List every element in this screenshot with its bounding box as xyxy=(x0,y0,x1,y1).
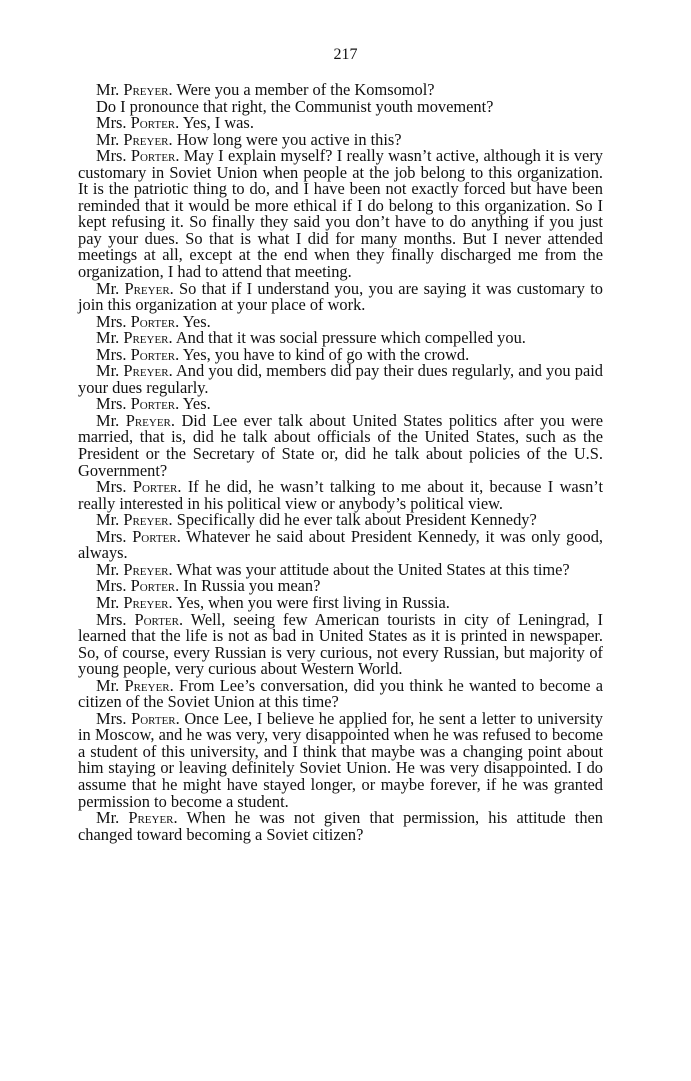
speaker-surname: Preyer. xyxy=(124,675,174,695)
speaker-surname: Porter. xyxy=(130,113,180,133)
paragraph-text: What was your attitude about the United States at this time? xyxy=(172,559,570,579)
speaker-title: Mrs. xyxy=(96,113,127,133)
speaker-surname: Porter. xyxy=(130,344,180,364)
speaker-title: Mrs. xyxy=(96,609,127,629)
speaker-title: Mr. xyxy=(96,410,120,430)
speaker-surname: Preyer. xyxy=(125,410,175,430)
speaker-surname: Porter. xyxy=(132,477,182,497)
paragraph-text: Yes. xyxy=(179,311,211,331)
speaker-surname: Preyer. xyxy=(123,559,173,579)
speaker-title: Mr. xyxy=(96,592,120,612)
speaker-surname: Preyer. xyxy=(123,328,173,348)
page-number: 217 xyxy=(333,46,358,63)
transcript-paragraph xyxy=(78,609,603,679)
speaker-title: Mr. xyxy=(96,361,120,381)
paragraph-text: May I explain myself? I really wasn’t active, although it is very customary in Soviet Union when people at the job belong to this organization. It is the patriotic thing to do, and I have been not exactly forced but have been reminded that it would be more ethical if I do belong to this organization. So I kept refusing it. So finally they said you don’t have to do anything if you just pay your dues. So that is what I did for many months. But I never attended meetings at all, except at the end when they finally discharged me from the organization, I had to attend that meeting. xyxy=(78,146,603,282)
paragraph-text: In Russia you mean? xyxy=(179,576,321,596)
transcript-body xyxy=(78,82,603,843)
speaker-title: Mrs. xyxy=(96,311,127,331)
speaker-title: Mrs. xyxy=(96,708,127,728)
speaker-title: Mr. xyxy=(96,80,120,99)
speaker-surname: Porter. xyxy=(131,708,180,728)
paragraph-text: If he did, he wasn’t talking to me about it, because I wasn’t really interested in his political view or anybody’s political view. xyxy=(78,477,603,513)
speaker-title: Mr. xyxy=(96,129,120,149)
speaker-title: Mr. xyxy=(96,675,120,695)
paragraph-text: And that it was social pressure which compelled you. xyxy=(172,328,526,348)
paragraph-text: Specifically did he ever talk about President Kennedy? xyxy=(172,510,537,530)
speaker-surname: Preyer. xyxy=(123,129,173,149)
paragraph-text: Do I pronounce that right, the Communist youth movement? xyxy=(96,96,494,116)
speaker-surname: Porter. xyxy=(130,146,180,166)
paragraph-text: Once Lee, I believe he applied for, he sent a letter to university in Moscow, and he was very, very disappointed when he was refused to become a student of this university, and I think that maybe was a changing point about him staying or leaving definitely Soviet Union. He was very disappointed. I do assume that he might have stayed longer, or maybe forever, if he was granted permission to become a student. xyxy=(78,708,603,811)
speaker-title: Mrs. xyxy=(96,477,127,497)
transcript-paragraph xyxy=(78,278,603,315)
paragraph-text: Were you a member of the Komsomol? xyxy=(172,80,435,99)
paragraph-text: Did Lee ever talk about United States politics after you were married, that is, did he talk about officials of the United States, such as the President or the Secretary of State or, did he talk about policies of the U.S. Government? xyxy=(78,410,603,480)
transcript-paragraph xyxy=(78,708,603,811)
paragraph-text: How long were you active in this? xyxy=(172,129,402,149)
speaker-title: Mr. xyxy=(96,278,120,298)
speaker-surname: Porter. xyxy=(130,576,180,596)
paragraph-text: So that if I understand you, you are saying it was customary to join this organization at your place of work. xyxy=(78,278,603,315)
paragraph-text: Well, seeing few American tourists in city of Leningrad, I learned that the life is not as bad in United States as it is printed in newspaper. So, of course, every Russian is very curious, not every Russian, but majority of young people, very curious about Western World. xyxy=(78,609,603,679)
transcript-paragraph xyxy=(78,810,603,843)
paragraph-text: Yes, you have to kind of go with the crowd. xyxy=(179,344,470,364)
speaker-surname: Preyer. xyxy=(123,361,173,381)
transcript-paragraph xyxy=(78,363,603,396)
speaker-surname: Porter. xyxy=(130,394,180,414)
transcript-paragraph xyxy=(78,479,603,512)
speaker-surname: Preyer. xyxy=(128,808,178,828)
speaker-title: Mrs. xyxy=(96,526,127,546)
paragraph-text: Yes. xyxy=(179,394,211,414)
speaker-surname: Porter. xyxy=(130,311,180,331)
speaker-title: Mrs. xyxy=(96,394,127,414)
transcript-paragraph xyxy=(78,526,603,563)
speaker-surname: Preyer. xyxy=(124,278,174,298)
transcript-paragraph xyxy=(78,410,603,480)
speaker-surname: Porter. xyxy=(132,526,181,546)
paragraph-text: Whatever he said about President Kennedy, it was only good, always. xyxy=(78,526,603,563)
speaker-surname: Preyer. xyxy=(123,592,173,612)
speaker-title: Mr. xyxy=(96,808,120,828)
speaker-surname: Preyer. xyxy=(123,510,173,530)
transcript-paragraph xyxy=(78,675,603,712)
paragraph-text: Yes, I was. xyxy=(179,113,254,133)
paragraph-text: When he was not given that permission, his attitude then changed toward becoming a Soviet citizen? xyxy=(78,808,603,844)
speaker-title: Mr. xyxy=(96,510,120,530)
speaker-title: Mr. xyxy=(96,559,120,579)
speaker-surname: Porter. xyxy=(134,609,184,629)
transcript-paragraph xyxy=(78,148,603,280)
speaker-title: Mrs. xyxy=(96,576,127,596)
paragraph-text: From Lee’s conversation, did you think he wanted to become a citizen of the Soviet Union at this time? xyxy=(78,675,603,712)
paragraph-text: And you did, members did pay their dues regularly, and you paid your dues regularly. xyxy=(78,361,603,397)
speaker-title: Mr. xyxy=(96,328,120,348)
speaker-title: Mrs. xyxy=(96,344,127,364)
speaker-surname: Preyer. xyxy=(123,80,173,99)
paragraph-text: Yes, when you were first living in Russia. xyxy=(172,592,450,612)
speaker-title: Mrs. xyxy=(96,146,127,166)
